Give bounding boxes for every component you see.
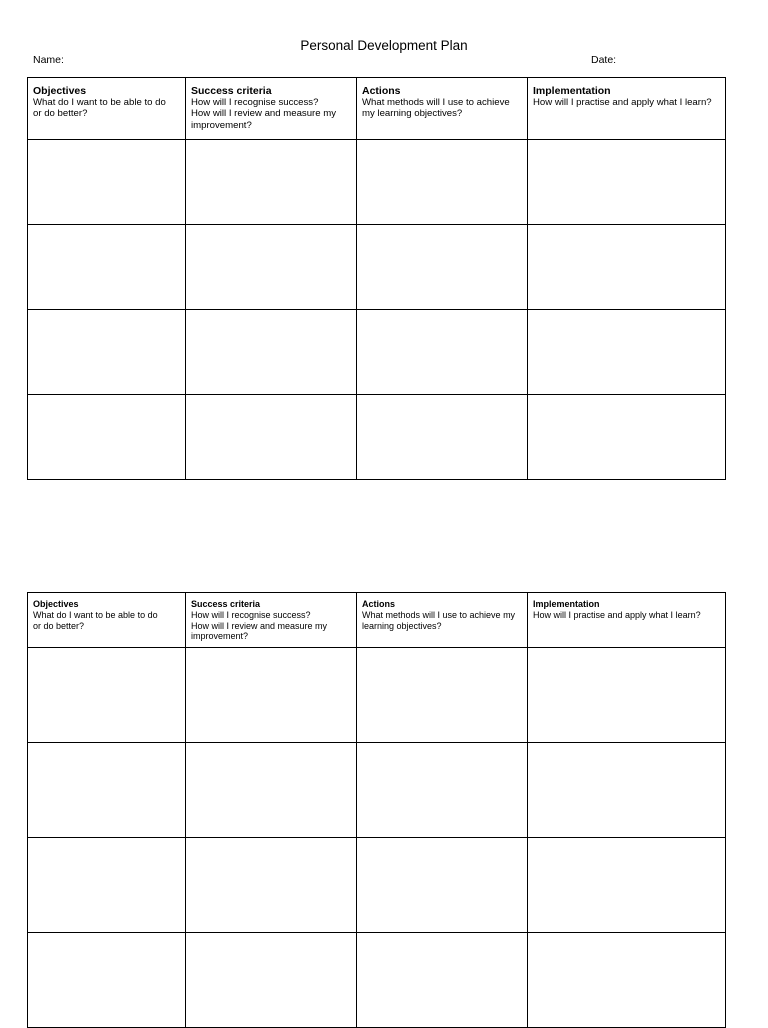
entry-cell[interactable]: [528, 743, 726, 838]
header-description: How will I practise and apply what I learn?: [533, 97, 712, 108]
header-title: Objectives: [33, 85, 87, 97]
entry-cell[interactable]: [28, 648, 186, 743]
entry-cell[interactable]: [528, 310, 726, 395]
table-row: [28, 838, 726, 933]
table-row: [28, 743, 726, 838]
table-row: [28, 140, 726, 225]
entry-cell[interactable]: [28, 743, 186, 838]
entry-cell[interactable]: [528, 225, 726, 310]
table-row: [28, 310, 726, 395]
header-title: Actions: [362, 85, 401, 97]
header-implementation: [528, 78, 726, 140]
entry-cell[interactable]: [357, 310, 528, 395]
entry-cell[interactable]: [357, 838, 528, 933]
plan-table-1: [27, 77, 726, 480]
entry-cell[interactable]: [528, 933, 726, 1028]
table-row: [28, 395, 726, 480]
entry-cell[interactable]: [528, 140, 726, 225]
entry-cell[interactable]: [28, 225, 186, 310]
page-title: Personal Development Plan: [300, 38, 468, 53]
table-header-row: [28, 593, 726, 648]
date-label: Date:: [591, 54, 617, 66]
header-success-criteria: [186, 593, 357, 648]
entry-cell[interactable]: [186, 310, 357, 395]
header-title: Implementation: [533, 85, 611, 97]
entry-cell[interactable]: [186, 225, 357, 310]
header-description: What methods will I use to achieve my learning objectives?: [362, 610, 516, 631]
entry-cell[interactable]: [186, 648, 357, 743]
entry-cell[interactable]: [28, 395, 186, 480]
header-description: What methods will I use to achieve my learning objectives?: [362, 97, 510, 120]
header-actions: [357, 78, 528, 140]
entry-cell[interactable]: [186, 743, 357, 838]
header-title: Objectives: [33, 599, 79, 609]
header-description: How will I practise and apply what I learn?: [533, 610, 701, 620]
header-title: Success criteria: [191, 599, 261, 609]
header-description: How will I recognise success? How will I review and measure my improvement?: [191, 97, 337, 131]
table-row: [28, 225, 726, 310]
entry-cell[interactable]: [528, 838, 726, 933]
entry-cell[interactable]: [357, 225, 528, 310]
name-label: Name:: [33, 54, 64, 66]
entry-cell[interactable]: [28, 933, 186, 1028]
header-implementation: [528, 593, 726, 648]
header-objectives: [28, 593, 186, 648]
entry-cell[interactable]: [186, 140, 357, 225]
entry-cell[interactable]: [186, 933, 357, 1028]
entry-cell[interactable]: [357, 743, 528, 838]
entry-cell[interactable]: [28, 838, 186, 933]
header-description: How will I recognise success? How will I review and measure my improvement?: [191, 610, 328, 642]
entry-cell[interactable]: [357, 140, 528, 225]
header-actions: [357, 593, 528, 648]
header-title: Success criteria: [191, 85, 272, 97]
header-objectives: [28, 78, 186, 140]
entry-cell[interactable]: [357, 395, 528, 480]
header-title: Implementation: [533, 599, 600, 609]
header-description: What do I want to be able to do or do better?: [33, 610, 158, 631]
entry-cell[interactable]: [357, 933, 528, 1028]
table-row: [28, 648, 726, 743]
header-description: What do I want to be able to do or do better?: [33, 97, 166, 120]
entry-cell[interactable]: [357, 648, 528, 743]
entry-cell[interactable]: [28, 140, 186, 225]
table-header-row: [28, 78, 726, 140]
entry-cell[interactable]: [528, 395, 726, 480]
header-success-criteria: [186, 78, 357, 140]
table-row: [28, 933, 726, 1028]
entry-cell[interactable]: [28, 310, 186, 395]
entry-cell[interactable]: [186, 395, 357, 480]
header-title: Actions: [362, 599, 396, 609]
entry-cell[interactable]: [186, 838, 357, 933]
entry-cell[interactable]: [528, 648, 726, 743]
plan-table-2: [27, 592, 726, 1028]
